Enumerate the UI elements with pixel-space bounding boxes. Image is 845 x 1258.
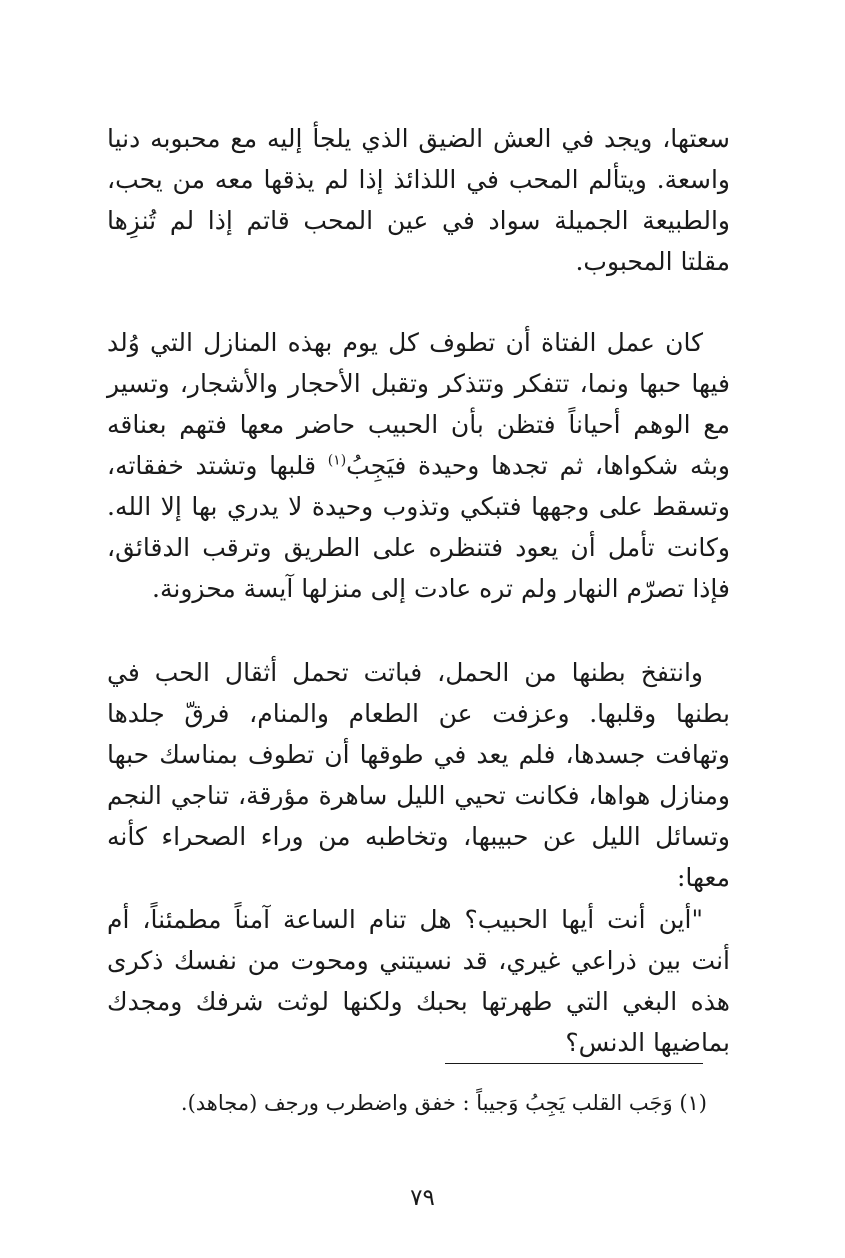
paragraph-4 [107,899,730,1063]
paragraph-1 [107,118,730,282]
paragraph-3-text: وانتفخ بطنها من الحمل، فباتت تحمل أثقال الحب في بطنها وقلبها. وعزفت عن الطعام والمنام، فرقّ جلدها وتهافت جسدها، فلم يعد في طوقها أن تطوف بمناسك حبها ومنازل هواها، فكانت تحيي الليل ساهرة مؤرقة، تناجي النجم وتسائل الليل عن حبيبها، وتخاطبه من وراء الصحراء كأنه معها: [107,658,730,892]
paragraph-2 [107,322,730,609]
paragraph-1-text: سعتها، ويجد في العش الضيق الذي يلجأ إليه مع محبوبه دنيا واسعة. ويتألم المحب في اللذائذ إذا لم يذقها معه من يحب، والطبيعة الجميلة سواد في عين المحب قاتم إذا لم تُنزِها مقلتا المحبوب. [107,124,730,276]
footnote: (١) وَجَب القلب يَجِبُ وَجيباً : خفق واضطرب ورجف (مجاهد). [180,1091,707,1115]
paragraph-2-text-start: كان عمل الفتاة أن تطوف كل يوم بهذه المنازل التي وُلد فيها حبها ونما، تتفكر وتتذكر وتقبل الأحجار والأشجار، وتسير مع الوهم أحياناً فتظن بأن الحبيب حاضر معها فتهم بعناقه وبثه شكواها، ثم تجدها وحيدة فيَجِبُ [107,328,730,480]
paragraph-3 [107,652,730,898]
paragraph-2-text-end: قلبها وتشتد خفقاته، وتسقط على وجهها فتبكي وتذوب وحيدة لا يدري بها إلا الله. وكانت تأمل أن يعود فتنظره على الطريق وترقب الدقائق، فإذا تصرّم النهار ولم تره عادت إلى منزلها آيسة محزونة. [107,451,730,603]
paragraph-4-text: "أين أنت أيها الحبيب؟ هل تنام الساعة آمناً مطمئناً، أم أنت بين ذراعي غيري، قد نسيتني ومحوت من نفسك ذكرى هذه البغي التي طهرتها بحبك ولكنها لوثت شرفك ومجدك بماضيها الدنس؟ [107,905,730,1057]
footnote-reference[interactable]: (١) [327,452,347,469]
page-number: ٧٩ [410,1185,435,1211]
footnote-divider [445,1063,703,1064]
